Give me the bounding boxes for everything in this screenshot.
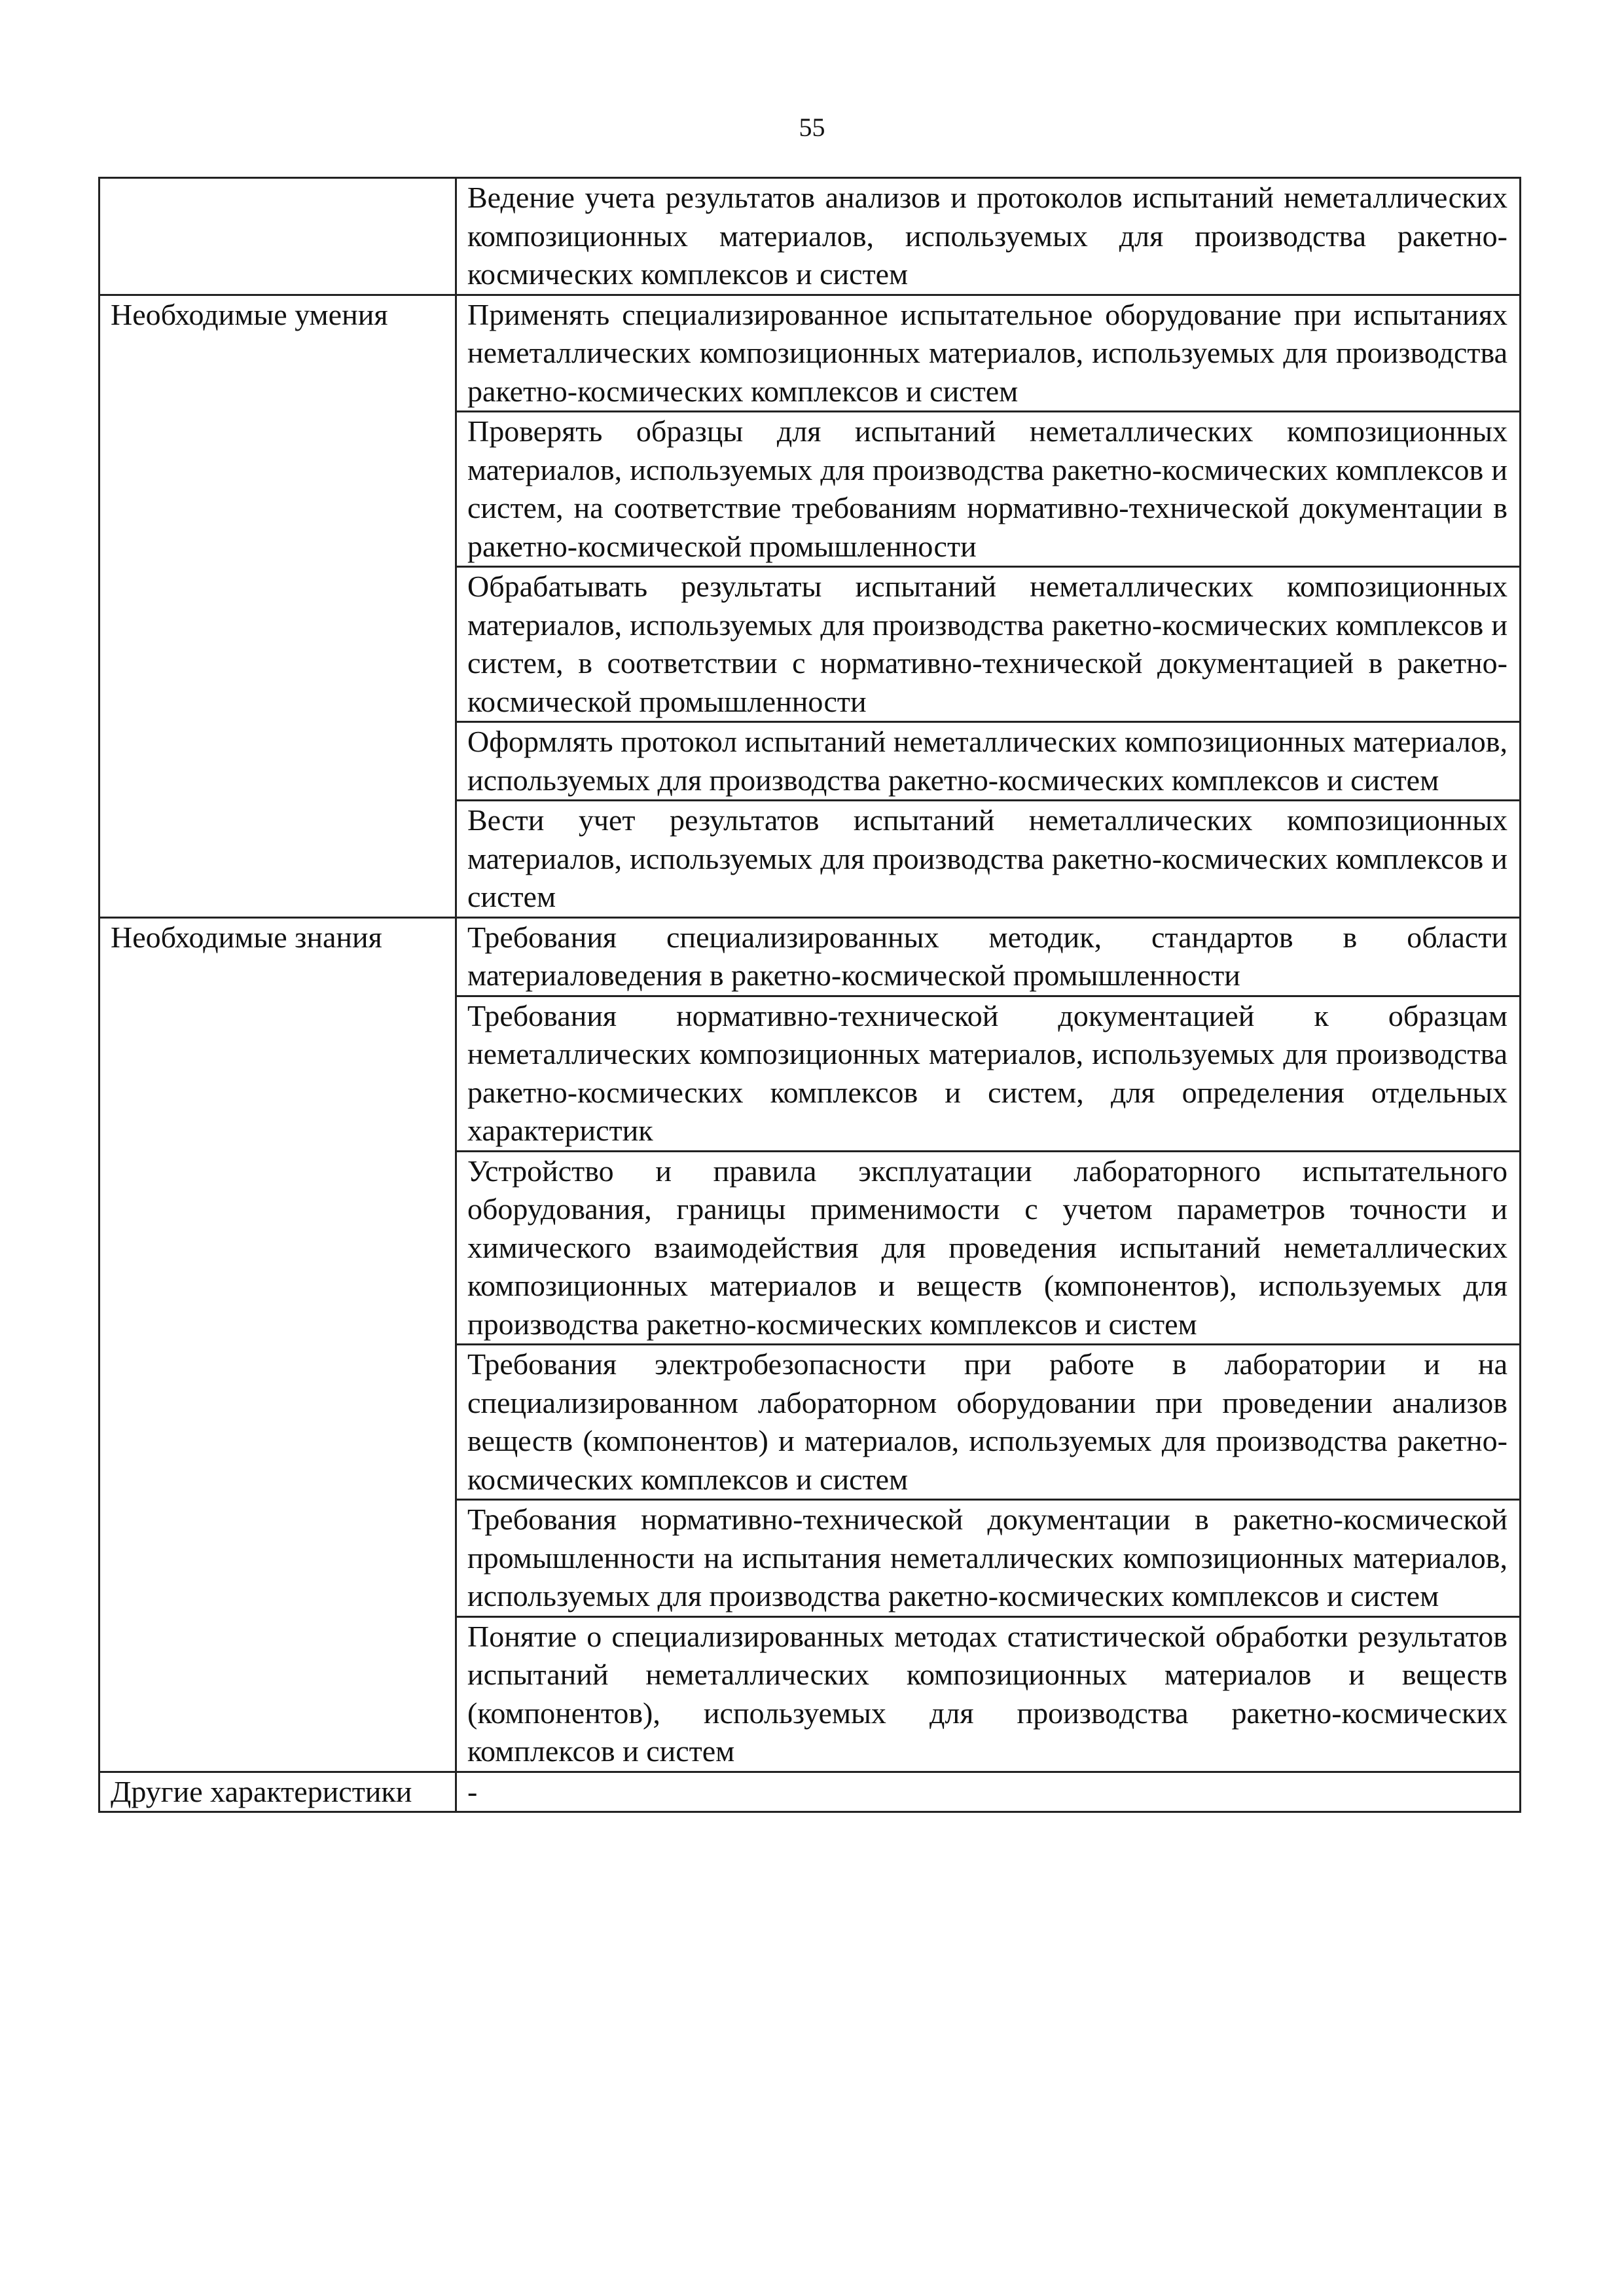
page-number: 55 [799, 113, 825, 142]
row-content: Требования электробезопасности при работе в лаборатории и на специализированном лабораторном оборудовании при проведении анализов веществ (компонентов) и материалов, используемых для производства ракетно-космических комплексов и систем [467, 1347, 1507, 1496]
row-content: Ведение учета результатов анализов и протоколов испытаний неметаллических композиционных материалов, используемых для производства ракетно-космических комплексов и систем [467, 181, 1507, 291]
table-row [99, 1772, 1521, 1812]
table-row [99, 295, 1521, 412]
row-label-other: Другие характеристики [111, 1774, 412, 1808]
row-content: Применять специализированное испытательное оборудование при испытаниях неметаллических композиционных материалов, используемых для производства ракетно-космических комплексов и систем [467, 297, 1507, 408]
row-content-cell [456, 1345, 1521, 1500]
row-content: Требования специализированных методик, стандартов в области материаловедения в ракетно-космической промышленности [467, 920, 1507, 992]
table-row [99, 917, 1521, 996]
row-content-cell [456, 722, 1521, 801]
row-content-cell [456, 1616, 1521, 1772]
row-label-cell [99, 917, 456, 1772]
row-content-cell [456, 917, 1521, 996]
row-content: Оформлять протокол испытаний неметаллических композиционных материалов, используемых для производства ракетно-космических комплексов и систем [467, 725, 1507, 797]
row-content: Требования нормативно-технической документации в ракетно-космической промышленности на испытания неметаллических композиционных материалов, используемых для производства ракетно-космических комплексов и систем [467, 1503, 1507, 1613]
row-content-cell [456, 567, 1521, 722]
row-label-cell [99, 295, 456, 917]
row-content: Требования нормативно-технической документацией к образцам неметаллических композиционных материалов, используемых для производства ракетно-космических комплексов и систем, для определения отдельных характеристик [467, 998, 1507, 1147]
row-content: - [467, 1774, 478, 1808]
row-content-cell [456, 801, 1521, 918]
row-content-cell [456, 1772, 1521, 1812]
row-content-cell [456, 412, 1521, 567]
row-content: Проверять образцы для испытаний неметаллических композиционных материалов, используемых для производства ракетно-космических комплексов и систем, на соответствие требованиям нормативно-технической документации в ракетно-космической промышленности [467, 414, 1507, 563]
row-label-cell [99, 1772, 456, 1812]
row-content-cell [456, 996, 1521, 1151]
row-label-knowledge: Необходимые знания [111, 920, 382, 954]
row-content: Устройство и правила эксплуатации лабораторного испытательного оборудования, границы применимости с учетом параметров точности и химического взаимодействия для проведения испытаний неметаллических композиционных материалов и веществ (компонентов), используемых для производства ракетно-космических комплексов и систем [467, 1154, 1507, 1341]
row-content-cell [456, 178, 1521, 295]
row-content-cell [456, 1500, 1521, 1617]
row-content: Обрабатывать результаты испытаний неметаллических композиционных материалов, используемых для производства ракетно-космических комплексов и систем, в соответствии с нормативно-технической документацией в ракетно-космической промышленности [467, 570, 1507, 718]
row-label-cell [99, 178, 456, 295]
row-content-cell [456, 1151, 1521, 1345]
row-content: Вести учет результатов испытаний неметаллических композиционных материалов, используемых для производства ракетно-космических комплексов и систем [467, 803, 1507, 913]
row-content: Понятие о специализированных методах статистической обработки результатов испытаний неметаллических композиционных материалов и веществ (компонентов), используемых для производства ракетно-космических комплексов и систем [467, 1619, 1507, 1768]
table-row [99, 178, 1521, 295]
row-label-skills: Необходимые умения [111, 297, 388, 331]
row-content-cell [456, 295, 1521, 412]
requirements-table [98, 177, 1521, 1813]
